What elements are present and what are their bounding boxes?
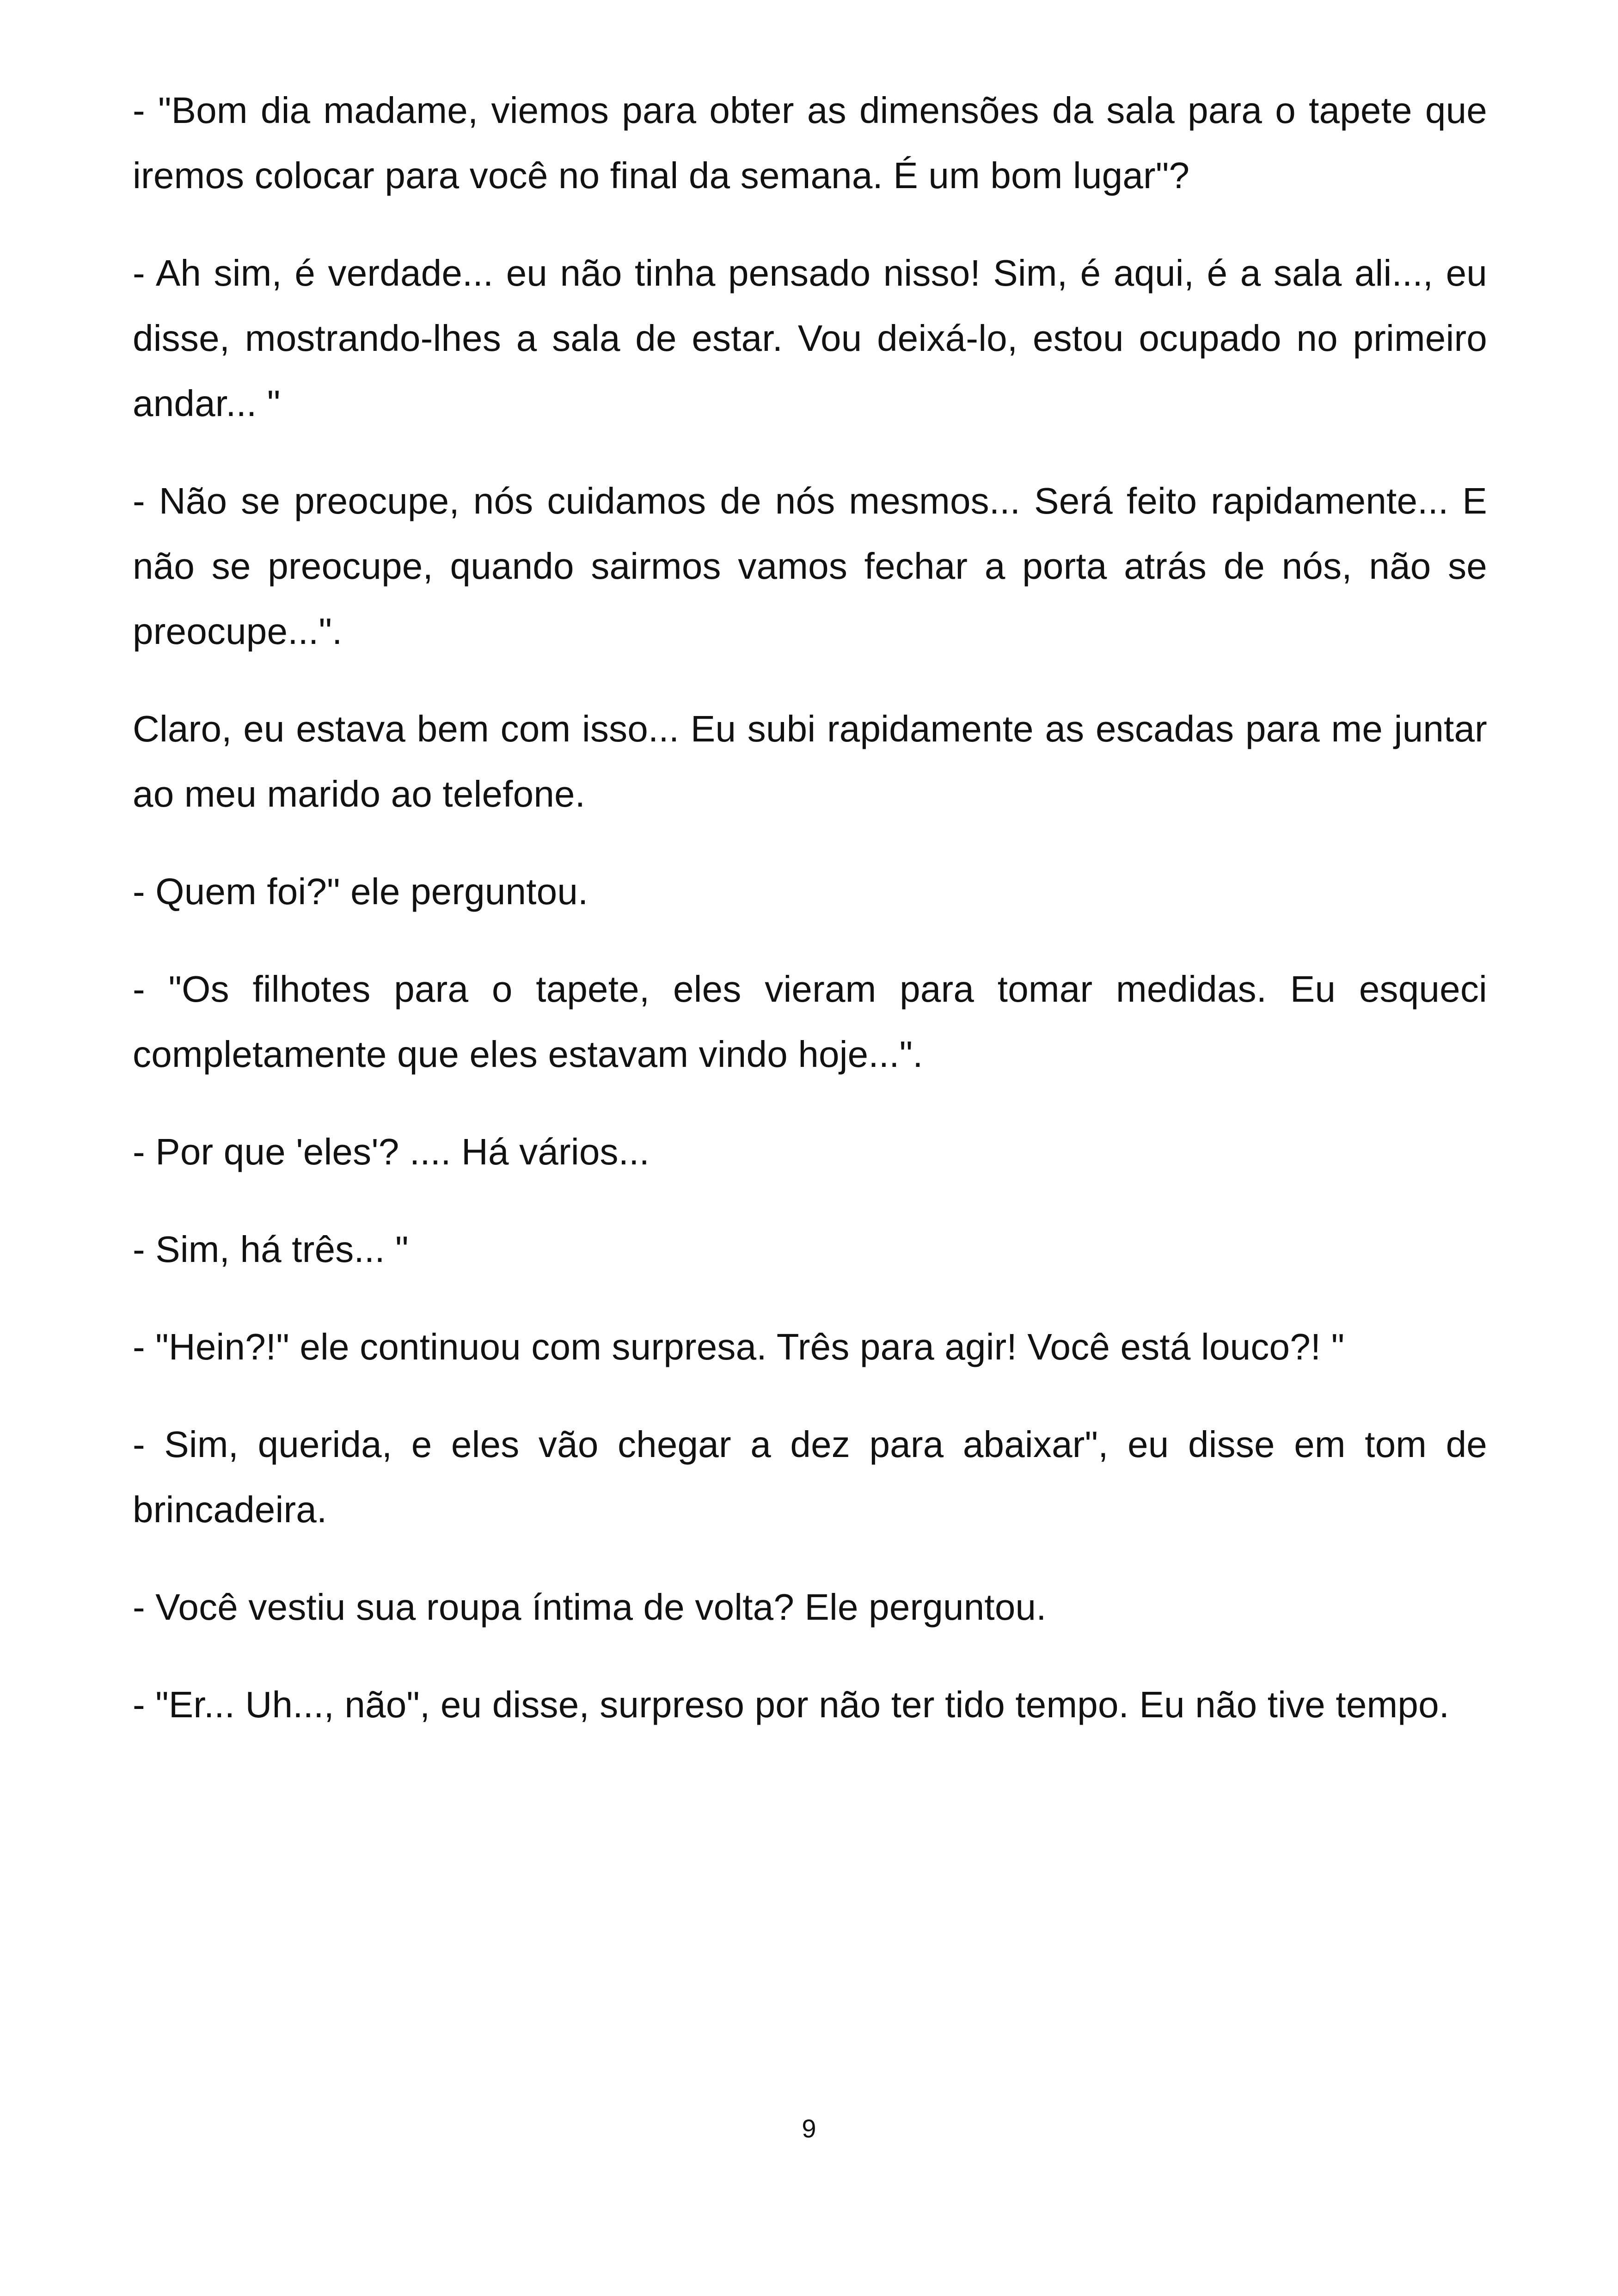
paragraph: - "Hein?!" ele continuou com surpresa. Três para agir! Você está louco?! " <box>133 1326 1345 1367</box>
paragraph: - "Bom dia madame, viemos para obter as dimensões da sala para o tapete que iremos colocar para você no final da semana. É um bom lugar"? <box>133 90 1487 196</box>
paragraph: - "Er... Uh..., não", eu disse, surpreso por não ter tido tempo. Eu não tive tempo. <box>133 1684 1450 1725</box>
page-body <box>133 78 1487 1769</box>
paragraph: - Sim, querida, e eles vão chegar a dez para abaixar", eu disse em tom de brincadeira. <box>133 1424 1487 1530</box>
paragraph: - Ah sim, é verdade... eu não tinha pensado nisso! Sim, é aqui, é a sala ali..., eu disse, mostrando-lhes a sala de estar. Vou deixá-lo, estou ocupado no primeiro andar... " <box>133 252 1487 424</box>
paragraph: - Quem foi?" ele perguntou. <box>133 871 588 912</box>
paragraph: - Sim, há três... " <box>133 1229 409 1270</box>
paragraph: - Você vestiu sua roupa íntima de volta? Ele perguntou. <box>133 1586 1047 1628</box>
paragraph: - Por que 'eles'? .... Há vários... <box>133 1131 650 1172</box>
page-number: 9 <box>802 2114 816 2143</box>
paragraph: - "Os filhotes para o tapete, eles vieram para tomar medidas. Eu esqueci completamente que eles estavam vindo hoje...". <box>133 968 1487 1075</box>
paragraph: Claro, eu estava bem com isso... Eu subi rapidamente as escadas para me juntar ao meu marido ao telefone. <box>133 708 1487 814</box>
paragraph: - Não se preocupe, nós cuidamos de nós mesmos... Será feito rapidamente... E não se preocupe, quando sairmos vamos fechar a porta atrás de nós, não se preocupe...". <box>133 480 1487 652</box>
